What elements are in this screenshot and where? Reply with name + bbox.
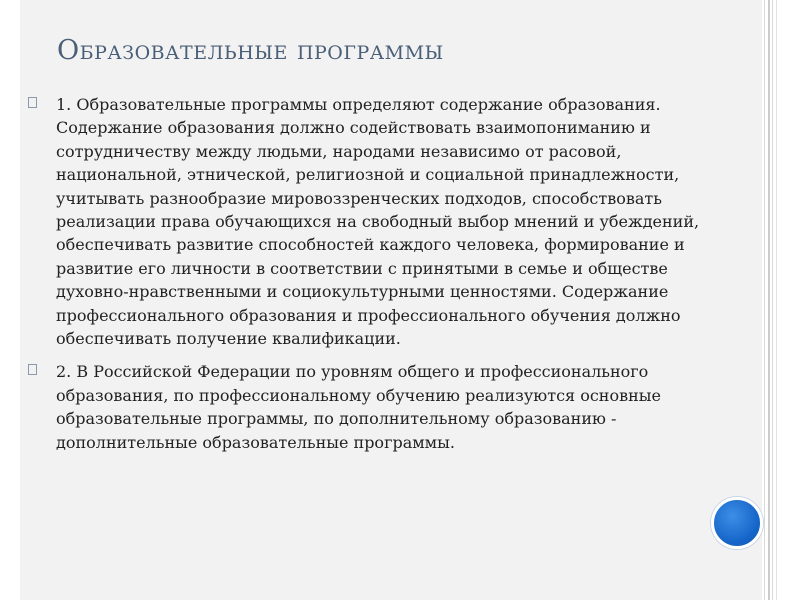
- decorative-line: [768, 0, 770, 600]
- decorative-line: [776, 0, 777, 600]
- decorative-line: [772, 0, 773, 600]
- bullet-list: [28, 93, 708, 464]
- list-item: [28, 93, 708, 350]
- decorative-blue-circle-icon: [711, 497, 763, 549]
- list-item-text: 1. Образовательные программы определяют содержание образования. Содержание образования должно содействовать взаимопониманию и сотрудничеству между людьми, народами независимо от расовой, национальной, этнической, религиозной и социальной принадлежности, учитывать разнообразие мировоззренческих подходов, способствовать реализации права обучающихся на свободный выбор мнений и убеждений, обеспечивать развитие способностей каждого человека, формирование и развитие его личности в соответствии с принятыми в семье и обществе духовно-нравственными и социокультурными ценностями. Содержание профессионального образования и профессионального обучения должно обеспечивать получение квалификации.: [56, 95, 700, 349]
- hollow-square-bullet-icon: [28, 97, 37, 108]
- decorative-line: [764, 0, 765, 600]
- hollow-square-bullet-icon: [28, 364, 37, 375]
- slide-title: Образовательные программы: [57, 35, 444, 66]
- list-item: [28, 360, 708, 454]
- list-item-text: 2. В Российской Федерации по уровням общего и профессионального образования, по профессиональному обучению реализуются основные образовательные программы, по дополнительному образованию - дополнительные образовательные программы.: [56, 362, 661, 452]
